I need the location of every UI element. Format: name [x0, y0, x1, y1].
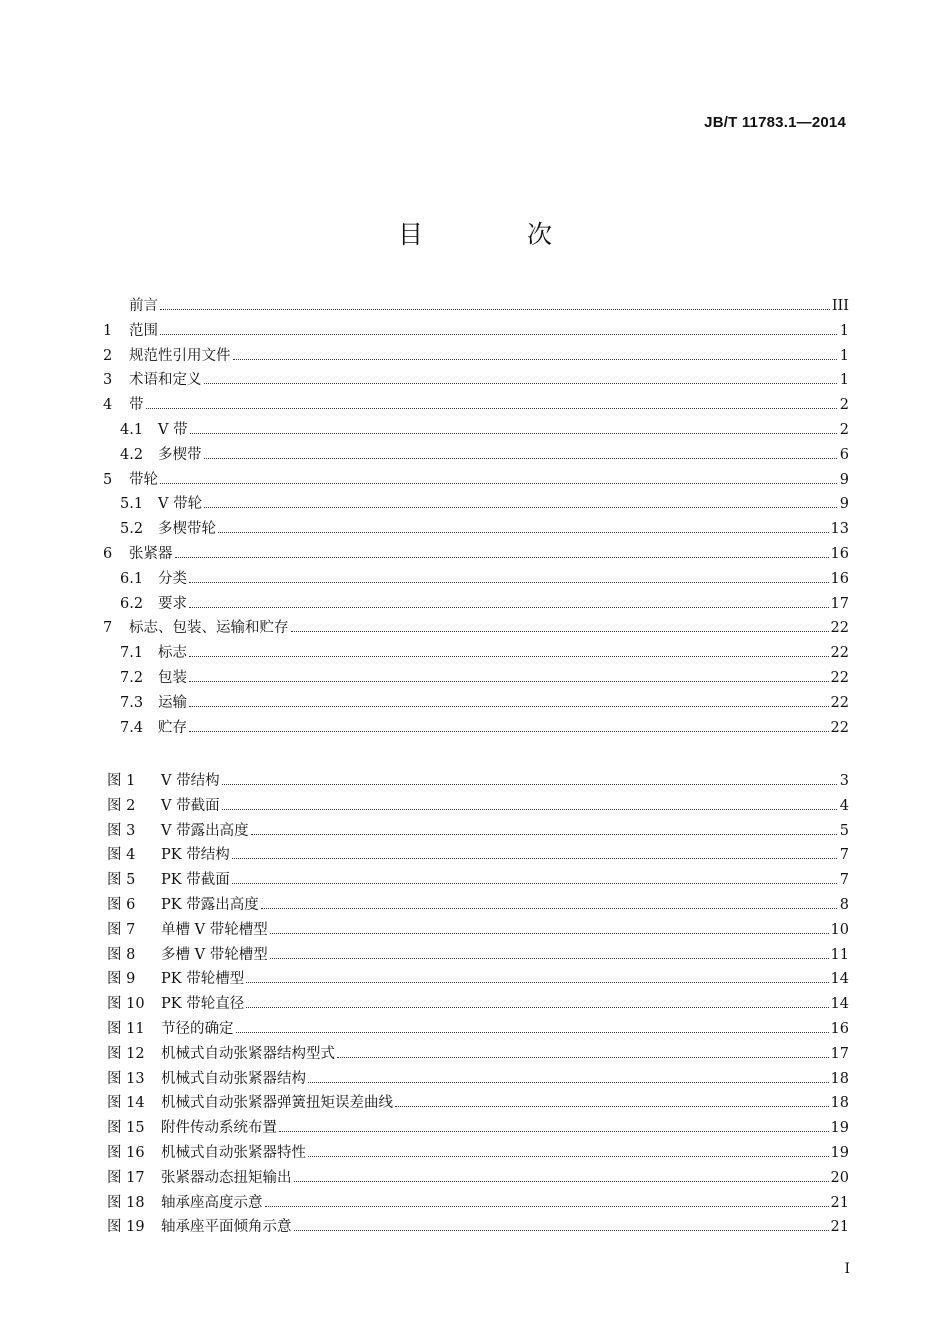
figure-entry[interactable] [103, 769, 849, 794]
dot-leader [222, 784, 837, 785]
toc-entry-page: 22 [830, 669, 849, 686]
figure-entry[interactable] [103, 1116, 849, 1141]
toc-entry-label: 带 [129, 397, 144, 414]
toc-entry-label: V 带轮 [158, 496, 203, 513]
page-number: I [844, 1261, 850, 1277]
figure-entry-page: 19 [830, 1120, 849, 1137]
dot-leader [218, 532, 829, 533]
toc-entry-page: 16 [830, 545, 849, 562]
toc-entry-number: 7.4 [120, 719, 144, 736]
dot-leader [270, 958, 829, 959]
figure-entry-page: 17 [830, 1045, 849, 1062]
figure-entry[interactable] [103, 967, 849, 992]
toc-entry-page: 9 [839, 496, 849, 513]
dot-leader [279, 1131, 829, 1132]
toc-entry-number: 7 [103, 620, 113, 637]
dot-leader [189, 582, 829, 583]
figure-entry[interactable] [103, 1042, 849, 1067]
dot-leader [160, 483, 837, 484]
figure-entry[interactable] [103, 992, 849, 1017]
toc-entry-number: 5.1 [120, 496, 144, 513]
list-of-figures [103, 769, 849, 1240]
toc-entry-number: 4 [103, 397, 113, 414]
figure-entry-label: V 带露出高度 [161, 822, 249, 839]
standard-number: JB/T 11783.1—2014 [704, 114, 846, 131]
figure-entry-label: 节径的确定 [161, 1020, 234, 1037]
toc-entry[interactable] [103, 294, 849, 319]
toc-entry[interactable] [103, 592, 849, 617]
figure-entry-label: PK 带截面 [161, 872, 230, 889]
dot-leader [222, 809, 837, 810]
figure-entry-number: 图 18 [107, 1194, 145, 1211]
figure-entry[interactable] [103, 1141, 849, 1166]
figure-entry[interactable] [103, 1091, 849, 1116]
figure-entry[interactable] [103, 1166, 849, 1191]
figure-entry-number: 图 15 [107, 1120, 145, 1137]
toc-entry[interactable] [103, 616, 849, 641]
figure-entry[interactable] [103, 843, 849, 868]
toc-entry-page: 13 [830, 521, 849, 538]
figure-entry-label: PK 带露出高度 [161, 896, 259, 913]
toc-entry-number: 4.1 [120, 421, 144, 438]
dot-leader [232, 858, 837, 859]
toc-entry[interactable] [103, 691, 849, 716]
figure-entry-page: 7 [839, 872, 849, 889]
figure-entry-page: 8 [839, 896, 849, 913]
dot-leader [291, 631, 829, 632]
figure-entry-page: 7 [839, 847, 849, 864]
figure-entry[interactable] [103, 794, 849, 819]
dot-leader [337, 1057, 829, 1058]
toc-entry-label: 多楔带轮 [158, 521, 216, 538]
figure-entry-number: 图 9 [107, 971, 136, 988]
toc-entry-page: 22 [830, 694, 849, 711]
dot-leader [246, 1007, 828, 1008]
figure-entry-page: 18 [830, 1070, 849, 1087]
dot-leader [294, 1230, 829, 1231]
figure-entry-number: 图 19 [107, 1219, 145, 1236]
toc-entry-label: 标志、包装、运输和贮存 [129, 620, 289, 637]
figure-entry-page: 14 [830, 996, 849, 1013]
dot-leader [189, 706, 829, 707]
toc-entry-page: 17 [830, 595, 849, 612]
toc-entry[interactable] [103, 666, 849, 691]
toc-entry[interactable] [103, 492, 849, 517]
toc-entry-label: 多楔带 [158, 446, 202, 463]
toc-entry[interactable] [103, 716, 849, 741]
toc-entry-number: 1 [103, 322, 113, 339]
table-of-contents [103, 294, 849, 740]
figure-entry-label: 轴承座高度示意 [161, 1194, 263, 1211]
figure-entry-number: 图 2 [107, 797, 136, 814]
toc-entry-label: 要求 [158, 595, 187, 612]
toc-entry-label: 分类 [158, 570, 187, 587]
figure-entry-page: 5 [839, 822, 849, 839]
toc-entry-number: 5 [103, 471, 113, 488]
dot-leader [308, 1156, 829, 1157]
toc-entry-label: 范围 [129, 322, 158, 339]
toc-entry-number: 3 [103, 372, 113, 389]
dot-leader [189, 731, 829, 732]
toc-entry-label: 规范性引用文件 [129, 347, 231, 364]
figure-entry-number: 图 11 [107, 1020, 145, 1037]
dot-leader [232, 883, 837, 884]
figure-entry-label: 机械式自动张紧器弹簧扭矩误差曲线 [161, 1095, 393, 1112]
dot-leader [175, 557, 829, 558]
figure-entry-page: 21 [830, 1194, 849, 1211]
figure-entry-label: 多槽 V 带轮槽型 [161, 946, 268, 963]
figure-entry[interactable] [103, 868, 849, 893]
toc-entry-page: 22 [830, 719, 849, 736]
toc-entry-number: 2 [103, 347, 113, 364]
toc-entry[interactable] [103, 418, 849, 443]
dot-leader [189, 607, 829, 608]
toc-entry[interactable] [103, 641, 849, 666]
figure-entry-page: 20 [830, 1169, 849, 1186]
figure-entry-label: 单槽 V 带轮槽型 [161, 921, 268, 938]
figure-entry-label: V 带结构 [161, 773, 220, 789]
toc-entry-page: 22 [830, 645, 849, 662]
toc-entry-page: 9 [839, 471, 849, 488]
figure-entry-number: 图 10 [107, 996, 145, 1013]
toc-entry-page: III [831, 298, 849, 314]
figure-entry-page: 14 [830, 971, 849, 988]
toc-entry[interactable] [103, 468, 849, 493]
figure-entry-number: 图 16 [107, 1144, 145, 1161]
toc-entry-number: 6 [103, 545, 113, 562]
figure-entry-number: 图 4 [107, 847, 136, 864]
dot-leader [189, 681, 829, 682]
figure-entry-label: PK 带轮槽型 [161, 971, 245, 988]
figure-entry-label: PK 带结构 [161, 847, 230, 864]
figure-entry[interactable] [103, 1067, 849, 1092]
dot-leader [189, 656, 829, 657]
figure-entry[interactable] [103, 1215, 849, 1240]
toc-entry-page: 6 [839, 446, 849, 463]
toc-entry[interactable] [103, 567, 849, 592]
dot-leader [236, 1032, 829, 1033]
figure-entry[interactable] [103, 943, 849, 968]
figure-entry[interactable] [103, 1017, 849, 1042]
dot-leader [160, 309, 830, 310]
figure-entry-number: 图 13 [107, 1070, 145, 1087]
toc-entry[interactable] [103, 443, 849, 468]
toc-entry-page: 2 [839, 421, 849, 438]
figure-entry-page: 10 [830, 921, 849, 938]
figure-entry-label: 附件传动系统布置 [161, 1120, 277, 1137]
figure-entry-label: V 带截面 [161, 797, 220, 814]
page-title: 目 次 [398, 220, 600, 249]
figure-entry-label: 机械式自动张紧器特性 [161, 1144, 306, 1161]
toc-entry-page: 1 [839, 322, 849, 339]
dot-leader [190, 433, 837, 434]
toc-entry-page: 22 [830, 620, 849, 637]
figure-entry-number: 图 8 [107, 946, 136, 963]
toc-entry[interactable] [103, 517, 849, 542]
toc-entry-page: 1 [839, 347, 849, 364]
figure-entry-page: 11 [830, 946, 849, 963]
figure-entry-page: 3 [839, 773, 849, 789]
figure-entry-label: 机械式自动张紧器结构型式 [161, 1045, 335, 1062]
figure-entry-number: 图 7 [107, 921, 136, 938]
dot-leader [204, 383, 838, 384]
toc-entry-label: 术语和定义 [129, 372, 202, 389]
toc-entry[interactable] [103, 393, 849, 418]
figure-entry-number: 图 3 [107, 822, 136, 839]
dot-leader [246, 982, 828, 983]
toc-entry-label: 带轮 [129, 471, 158, 488]
toc-entry[interactable] [103, 344, 849, 369]
toc-entry-number: 7.3 [120, 694, 144, 711]
figure-entry-label: PK 带轮直径 [161, 996, 245, 1013]
toc-entry-number: 4.2 [120, 446, 144, 463]
toc-entry-label: 标志 [158, 645, 187, 662]
dot-leader [308, 1082, 829, 1083]
figure-entry-label: 张紧器动态扭矩输出 [161, 1169, 292, 1186]
dot-leader [233, 359, 838, 360]
toc-entry-label: 贮存 [158, 719, 187, 736]
dot-leader [270, 933, 829, 934]
toc-entry[interactable] [103, 368, 849, 393]
toc-entry-label: 包装 [158, 669, 187, 686]
toc-entry-number: 5.2 [120, 521, 144, 538]
toc-entry-page: 2 [839, 397, 849, 414]
toc-entry-label: 运输 [158, 694, 187, 711]
figure-entry[interactable] [103, 893, 849, 918]
toc-entry-number: 6.2 [120, 595, 144, 612]
dot-leader [204, 507, 837, 508]
figure-entry-number: 图 12 [107, 1045, 145, 1062]
toc-entry-label: V 带 [158, 421, 188, 438]
figure-entry-number: 图 1 [107, 773, 136, 789]
figure-entry-page: 16 [830, 1020, 849, 1037]
dot-leader [261, 908, 837, 909]
toc-entry-number: 6.1 [120, 570, 144, 587]
figure-entry-page: 21 [830, 1219, 849, 1236]
figure-entry[interactable] [103, 819, 849, 844]
figure-entry-label: 轴承座平面倾角示意 [161, 1219, 292, 1236]
toc-entry-number: 7.2 [120, 669, 144, 686]
toc-entry-label: 前言 [129, 298, 158, 314]
dot-leader [395, 1106, 829, 1107]
toc-entry[interactable] [103, 542, 849, 567]
figure-entry-number: 图 5 [107, 872, 136, 889]
toc-entry[interactable] [103, 319, 849, 344]
figure-entry-number: 图 6 [107, 896, 136, 913]
toc-entry-page: 1 [839, 372, 849, 389]
toc-entry-label: 张紧器 [129, 545, 173, 562]
figure-entry-label: 机械式自动张紧器结构 [161, 1070, 306, 1087]
figure-entry[interactable] [103, 918, 849, 943]
figure-entry[interactable] [103, 1191, 849, 1216]
toc-entry-page: 16 [830, 570, 849, 587]
toc-entry-number: 7.1 [120, 645, 144, 662]
figure-entry-number: 图 17 [107, 1169, 145, 1186]
figure-entry-number: 图 14 [107, 1095, 145, 1112]
dot-leader [294, 1181, 829, 1182]
dot-leader [251, 834, 837, 835]
figure-entry-page: 18 [830, 1095, 849, 1112]
dot-leader [204, 458, 838, 459]
figure-entry-page: 4 [839, 797, 849, 814]
dot-leader [265, 1206, 829, 1207]
dot-leader [146, 408, 838, 409]
figure-entry-page: 19 [830, 1144, 849, 1161]
dot-leader [160, 334, 837, 335]
